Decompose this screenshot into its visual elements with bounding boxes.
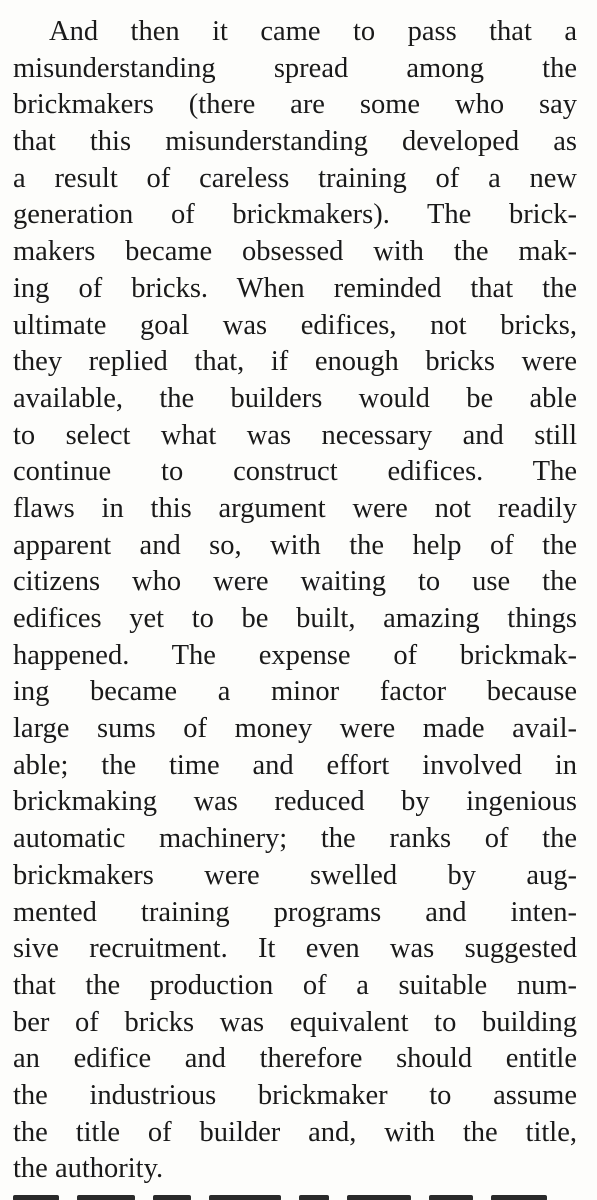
text-line: automatic machinery; the ranks of the — [13, 823, 577, 855]
text-line: continue to construct edifices. The — [13, 456, 577, 488]
text-line: ing of bricks. When reminded that the — [13, 272, 577, 304]
text-line: ing became a minor factor because — [13, 676, 577, 708]
text-line: makers became obsessed with the mak- — [13, 236, 577, 268]
cropped-glyphs — [491, 1195, 547, 1200]
text-line: the industrious brickmaker to assume — [13, 1079, 577, 1111]
text-line: sive recruitment. It even was suggested — [13, 933, 577, 965]
text-line: And then it came to pass that a — [49, 16, 577, 47]
text-line: citizens who were waiting to use the — [13, 566, 577, 598]
text-line: a result of careless training of a new — [13, 162, 577, 194]
text-line: apparent and so, with the help of the — [13, 529, 577, 561]
text-line: that this misunderstanding developed as — [13, 126, 577, 158]
cropped-glyphs — [13, 1195, 59, 1200]
text-line: that the production of a suitable num- — [13, 969, 577, 1001]
text-line: large sums of money were made avail- — [13, 713, 577, 745]
text-line: flaws in this argument were not readily — [13, 492, 577, 524]
text-line: ultimate goal was edifices, not bricks, — [13, 309, 577, 341]
cropped-glyphs — [209, 1195, 281, 1200]
cropped-glyphs — [429, 1195, 473, 1200]
text-line: brickmaking was reduced by ingenious — [13, 786, 577, 818]
cropped-glyphs — [299, 1195, 329, 1200]
cropped-glyphs — [77, 1195, 135, 1200]
text-line: the authority. — [13, 1153, 164, 1185]
cropped-glyphs — [153, 1195, 191, 1200]
cropped-next-line — [13, 1188, 577, 1200]
text-line: brickmakers (there are some who say — [13, 89, 577, 121]
cropped-glyphs — [347, 1195, 411, 1200]
text-line: generation of brickmakers). The brick- — [13, 199, 577, 231]
text-line: ber of bricks was equivalent to building — [13, 1006, 577, 1038]
text-line: the title of builder and, with the title, — [13, 1116, 577, 1148]
text-line: happened. The expense of brickmak- — [13, 639, 577, 671]
text-line: to select what was necessary and still — [13, 419, 577, 451]
text-line: edifices yet to be built, amazing things — [13, 603, 577, 634]
text-line: mented training programs and inten- — [13, 896, 577, 928]
text-line: brickmakers were swelled by aug- — [13, 859, 577, 891]
text-line: available, the builders would be able — [13, 382, 577, 414]
text-line: misunderstanding spread among the — [13, 52, 577, 84]
paragraph-text — [13, 14, 577, 1188]
text-line: they replied that, if enough bricks were — [13, 346, 577, 378]
text-line: able; the time and effort involved in — [13, 749, 577, 781]
text-line: an edifice and therefore should entitle — [13, 1043, 577, 1075]
